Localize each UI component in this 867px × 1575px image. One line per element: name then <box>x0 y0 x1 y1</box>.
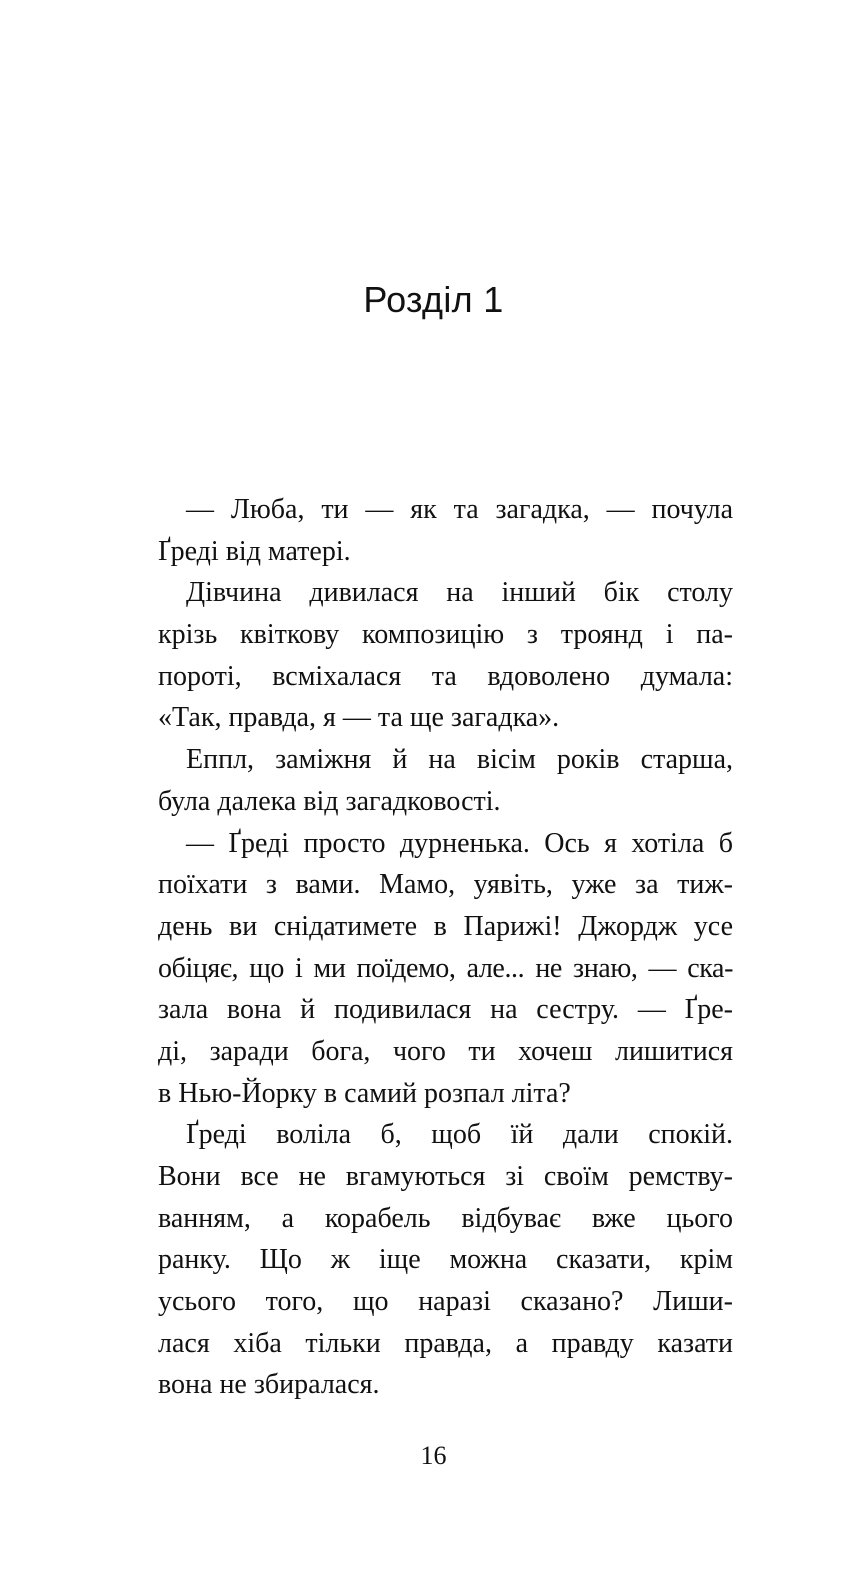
text-line: Вони все не вгамуються зі своїм ремству- <box>158 1161 733 1192</box>
text-line: — Люба, ти — як та загадка, — почула <box>186 494 733 525</box>
text-line: поїхати з вами. Мамо, уявіть, уже за тиж- <box>158 869 733 901</box>
text-line: Ґреді воліла б, щоб їй дали спокій. <box>186 1119 733 1151</box>
text-line: ванням, а корабель відбуває вже цього <box>158 1202 733 1234</box>
text-line: Ґреді від матері. <box>158 535 351 567</box>
text-line: обіцяє, що і ми поїдемо, але... не знаю, — ска- <box>158 952 733 984</box>
text-line: ранку. Що ж іще можна сказати, крім <box>158 1244 733 1276</box>
text-line: вона не збиралася. <box>158 1369 380 1401</box>
chapter-title: Розділ 1 <box>363 279 504 320</box>
page-number: 16 <box>420 1441 447 1470</box>
text-line: крізь квіткову композицію з троянд і па- <box>158 619 733 651</box>
text-line: усього того, що наразі сказано? Лиши- <box>158 1286 733 1318</box>
text-line: в Нью-Йорку в самий розпал літа? <box>158 1077 571 1109</box>
text-line: ді, заради бога, чого ти хочеш лишитися <box>158 1035 733 1067</box>
text-line: «Так, правда, я — та ще загадка». <box>158 702 560 734</box>
body-text <box>158 489 733 1406</box>
text-line: була далека від загадковості. <box>158 785 501 817</box>
text-line: Еппл, заміжня й на вісім років старша, <box>186 744 733 776</box>
text-line: — Ґреді просто дурненька. Ось я хотіла б <box>186 827 733 859</box>
text-line: пороті, всміхалася та вдоволено думала: <box>158 660 733 692</box>
text-line: зала вона й подивилася на сестру. — Ґре- <box>158 994 733 1026</box>
text-line: Дівчина дивилася на інший бік столу <box>186 577 733 609</box>
text-line: лася хіба тільки правда, а правду казати <box>158 1327 733 1359</box>
text-line: день ви снідатимете в Парижі! Джордж усе <box>158 910 733 942</box>
